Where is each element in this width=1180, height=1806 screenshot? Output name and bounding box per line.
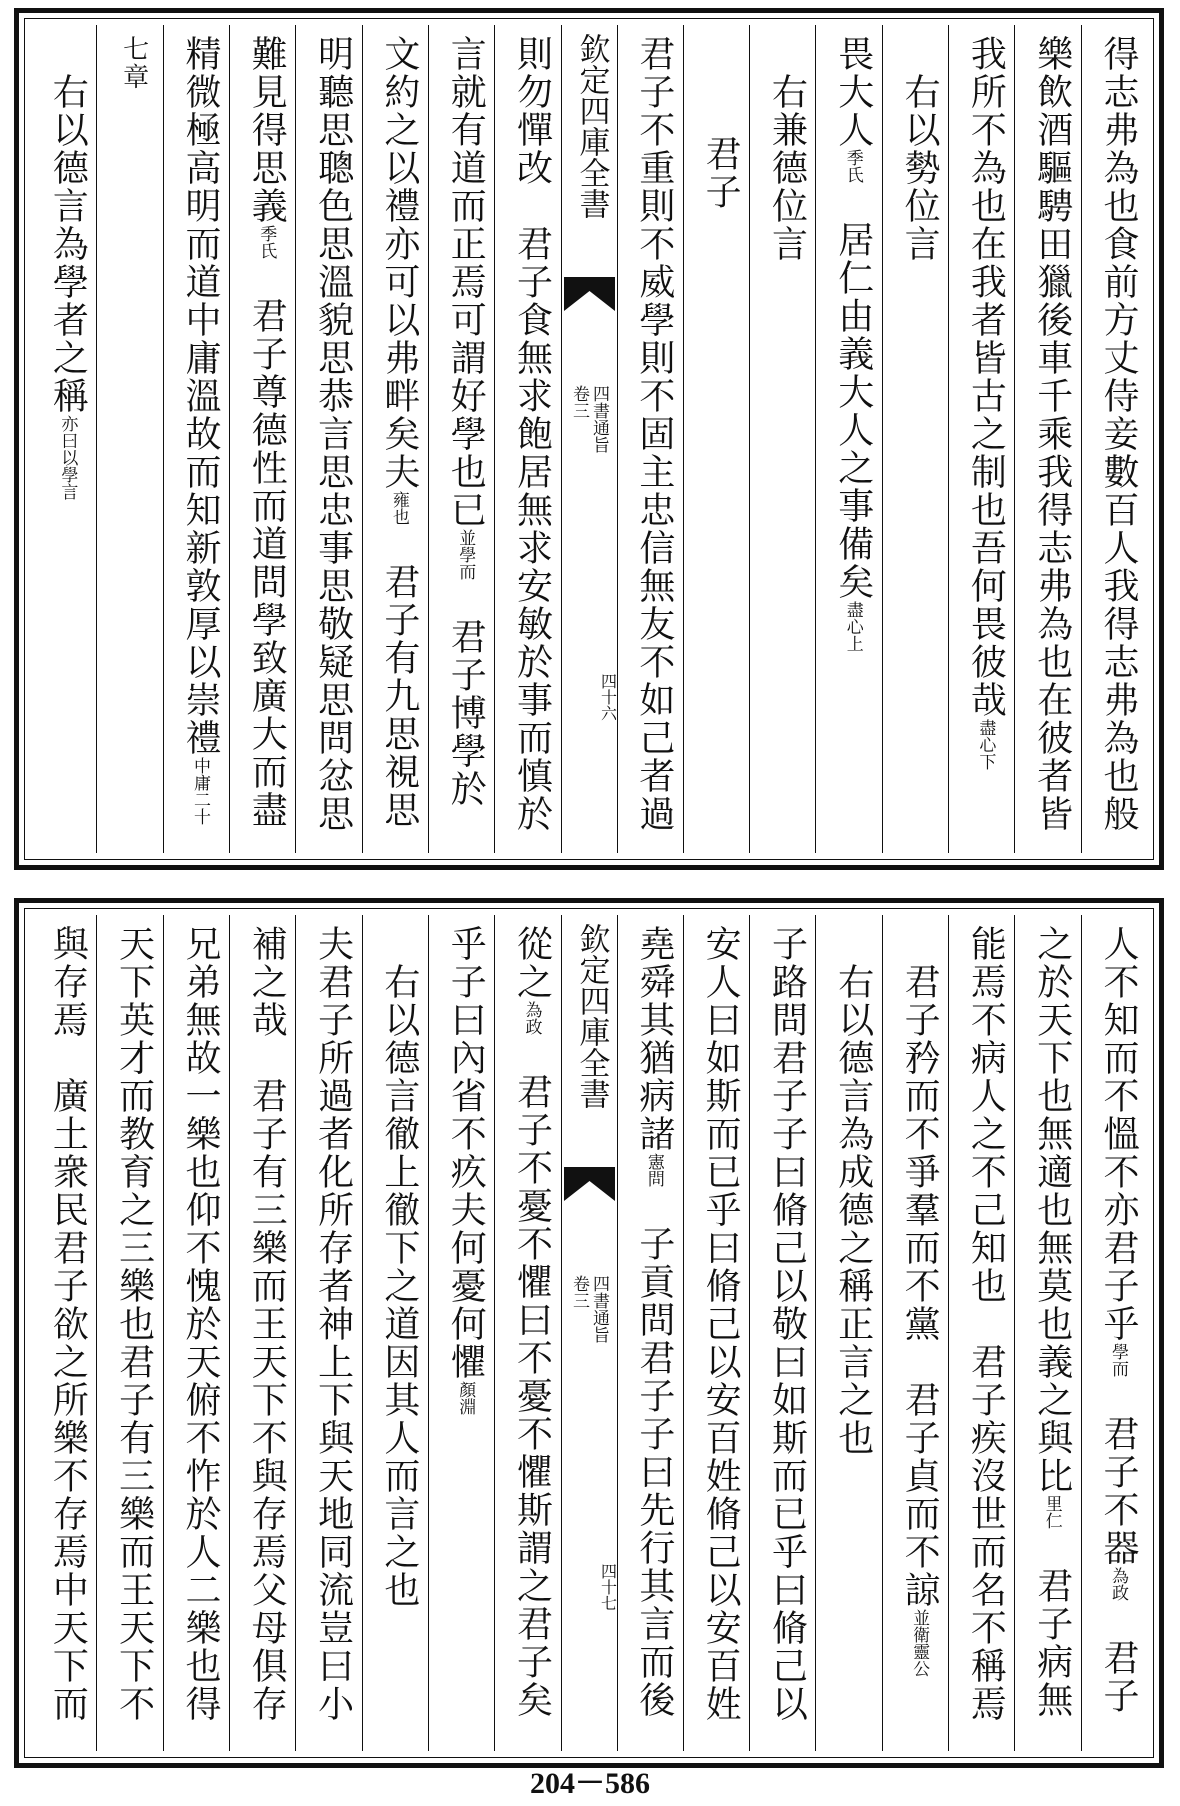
text-column: [815, 915, 881, 1751]
column-text: 君子不重則不威學則不固主忠信無友不如己者過: [633, 35, 675, 833]
margin-juan: 卷三: [569, 385, 589, 419]
annotation-note: 學而: [1108, 1343, 1128, 1377]
text-column: [815, 25, 881, 853]
text-columns-top: [31, 25, 1147, 853]
annotation-note: 憲問: [643, 1153, 664, 1187]
fishtail-mark-icon: [564, 1167, 615, 1201]
column-text: 人不知而不慍不亦君子乎: [1098, 925, 1139, 1343]
column-text: 得志弗為也食前方丈侍妾數百人我得志弗為也般: [1098, 35, 1139, 833]
page-panel-top: [14, 8, 1164, 870]
column-text: 七章: [118, 35, 149, 91]
fishtail-mark-icon: [564, 277, 615, 311]
margin-book-info: [562, 1275, 617, 1343]
text-column: [617, 915, 683, 1751]
column-text: 右以德言為學者之稱: [47, 73, 89, 415]
column-text: 從之: [511, 925, 553, 1001]
column-text: 君子: [700, 135, 742, 211]
center-margin: [561, 25, 617, 853]
text-column: [1081, 25, 1147, 853]
column-text: 君子不器: [1098, 1377, 1139, 1567]
text-column: [96, 915, 162, 1751]
annotation-note: 季氏: [842, 149, 863, 183]
column-text: 君子尊德性而道問學致廣大而盡: [246, 259, 288, 829]
text-column: [428, 25, 494, 853]
text-column: [749, 915, 815, 1751]
annotation-note: 並衛靈公: [909, 1609, 930, 1677]
margin-juan: 卷三: [569, 1275, 589, 1309]
column-text: 精微極高明而道中庸溫故而知新敦厚以崇禮: [179, 35, 221, 757]
text-column: [1081, 915, 1147, 1751]
text-column: [617, 25, 683, 853]
column-text: 明聽思聰色思溫貌思恭言思忠事思敬疑思問忿思: [312, 35, 354, 833]
text-column: [948, 915, 1014, 1751]
margin-page-number: 四十七: [598, 1563, 618, 1611]
text-column: [295, 915, 361, 1751]
margin-book-title: 四書通旨: [589, 1275, 609, 1343]
text-column: [749, 25, 815, 853]
text-column: [229, 25, 295, 853]
margin-book-info: [562, 385, 617, 453]
text-column: [683, 915, 749, 1751]
column-text: 君子病無: [1031, 1529, 1073, 1719]
column-text: 難見得思義: [246, 35, 288, 225]
column-text: 君子: [1098, 1601, 1139, 1715]
text-column: [428, 915, 494, 1751]
annotation-note: 並學而: [455, 529, 476, 580]
text-column: [1014, 25, 1080, 853]
column-text: 君子矜而不爭羣而不黨 君子貞而不諒: [899, 963, 941, 1609]
column-text: 乎子曰內省不疚夫何憂何懼: [445, 925, 487, 1381]
annotation-note: 中庸二十: [189, 757, 210, 825]
annotation-note: 顏淵: [455, 1381, 476, 1415]
column-text: 文約之以禮亦可以弗畔矣夫: [378, 35, 420, 491]
column-text: 右兼德位言: [766, 73, 808, 263]
annotation-note: 亦曰以學言: [57, 415, 78, 500]
text-column: [882, 25, 948, 853]
text-column: [31, 915, 96, 1751]
column-text: 則勿憚改 君子食無求飽居無求安敏於事而慎於: [511, 35, 553, 833]
column-text: 君子不憂不懼曰不憂不懼斯謂之君子矣: [511, 1035, 553, 1719]
annotation-note: 盡心上: [842, 601, 863, 652]
text-column: [362, 25, 428, 853]
margin-book-title: 四書通旨: [589, 385, 609, 453]
text-column: [229, 915, 295, 1751]
page-panel-bottom: [14, 898, 1164, 1768]
column-text: 畏大人: [832, 35, 874, 149]
page-footer-number: 204－586: [530, 1767, 650, 1800]
text-column: [1014, 915, 1080, 1751]
annotation-note: 雍也: [388, 491, 409, 525]
text-column: [163, 25, 229, 853]
column-text: 能焉不病人之不己知也 君子疾沒世而名不稱焉: [965, 925, 1007, 1723]
column-text: 夫君子所過者化所存者神上下與天地同流豈曰小: [312, 925, 354, 1723]
margin-page-number: 四十六: [598, 673, 618, 721]
column-text: 天下英才而教育之三樂也君子有三樂而王天下不: [113, 925, 155, 1723]
column-text: 補之哉 君子有三樂而王天下不與存焉父母俱存: [246, 925, 288, 1723]
text-column: [494, 25, 560, 853]
column-text: 之於天下也無適也無莫也義之與比: [1031, 925, 1073, 1495]
text-column: [494, 915, 560, 1751]
annotation-note: 為政: [521, 1001, 542, 1035]
text-column: [96, 25, 162, 853]
annotation-note: 里仁: [1041, 1495, 1062, 1529]
column-text: 堯舜其猶病諸: [633, 925, 675, 1153]
column-text: 居仁由義大人之事備矣: [832, 183, 874, 601]
text-column: [362, 915, 428, 1751]
column-text: 與存焉 廣土衆民君子欲之所樂不存焉中天下而: [47, 925, 89, 1723]
column-text: 子貢問君子子曰先行其言而後: [633, 1187, 675, 1719]
column-text: 君子博學於: [445, 580, 487, 808]
column-text: 右以勢位言: [899, 73, 941, 263]
center-margin: [561, 915, 617, 1751]
column-text: 右以德言徹上徹下之道因其人而言之也: [378, 963, 420, 1609]
text-column: [31, 25, 96, 853]
annotation-note: 盡心下: [975, 719, 996, 770]
margin-title: 欽定四庫全書: [573, 923, 610, 1109]
text-column: [882, 915, 948, 1751]
column-text: 樂飲酒驅騁田獵後車千乘我得志弗為也在彼者皆: [1031, 35, 1073, 833]
column-text: 言就有道而正焉可謂好學也已: [445, 35, 487, 529]
column-text: 我所不為也在我者皆古之制也吾何畏彼哉: [965, 35, 1007, 719]
column-text: 兄弟無故一樂也仰不愧於天俯不怍於人二樂也得: [179, 925, 221, 1723]
annotation-note: 為政: [1108, 1567, 1128, 1601]
annotation-note: 季氏: [256, 225, 277, 259]
text-column: [163, 915, 229, 1751]
text-column: [948, 25, 1014, 853]
column-text: 君子有九思視思: [378, 525, 420, 829]
text-column: [683, 25, 749, 853]
text-column: [295, 25, 361, 853]
text-columns-bottom: [31, 915, 1147, 1751]
column-text: 子路問君子子曰脩己以敬曰如斯而已乎曰脩己以: [766, 925, 808, 1723]
column-text: 右以德言為成德之稱正言之也: [832, 963, 874, 1457]
margin-title: 欽定四庫全書: [573, 33, 610, 219]
column-text: 安人曰如斯而已乎曰脩己以安百姓脩己以安百姓: [700, 925, 742, 1723]
